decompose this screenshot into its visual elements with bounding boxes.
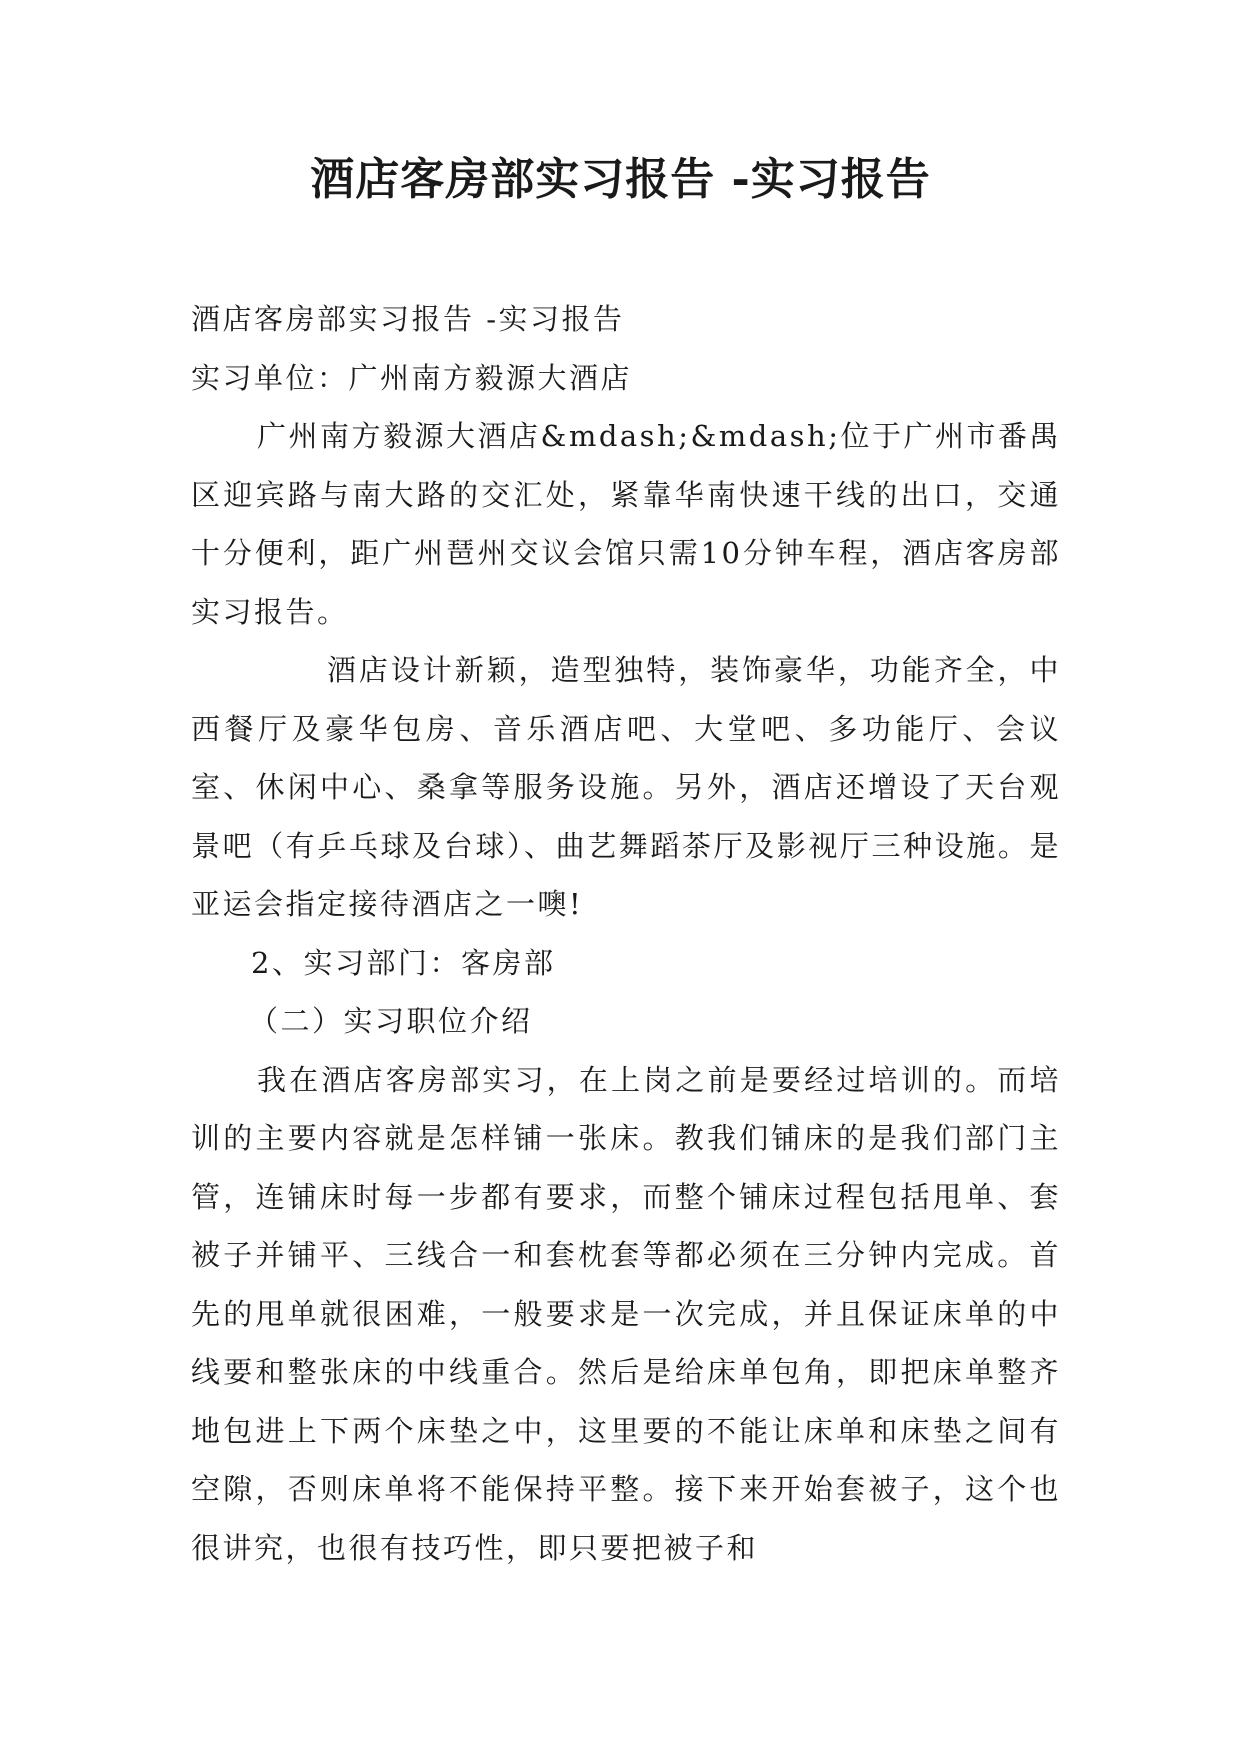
position-heading: （二）实习职位介绍 bbox=[249, 1004, 533, 1038]
paragraph-hotel-facilities: 酒店设计新颖，造型独特，装饰豪华，功能齐全，中西餐厅及豪华包房、音乐酒店吧、大堂吧、多功能厅、会议室、休闲中心、桑拿等服务设施。另外，酒店还增设了天台观景吧（有乒乓球及台球）、曲艺舞蹈茶厅及影视厅三种设施。是亚运会指定接待酒店之一噢! bbox=[191, 653, 1061, 921]
internship-department-line: 2、实习部门：客房部 bbox=[251, 945, 556, 980]
paragraph-hotel-location: 广州南方毅源大酒店&mdash;&mdash;位于广州市番禺区迎宾路与南大路的交汇处，紧靠华南快速干线的出口，交通十分便利，距广州琶州交议会馆只需10分钟车程，酒店客房部实习报告。 bbox=[191, 419, 1061, 629]
internship-unit-line: 实习单位：广州南方毅源大酒店 bbox=[191, 360, 633, 395]
subtitle-line: 酒店客房部实习报告 -实习报告 bbox=[191, 302, 625, 336]
document-title: 酒店客房部实习报告 -实习报告 bbox=[310, 154, 931, 205]
paragraph-training: 我在酒店客房部实习，在上岗之前是要经过培训的。而培训的主要内容就是怎样铺一张床。教我们铺床的是我们部门主管，连铺床时每一步都有要求，而整个铺床过程包括甩单、套被子并铺平、三线合一和套枕套等都必须在三分钟内完成。首先的甩单就很困难，一般要求是一次完成，并且保证床单的中线要和整张床的中线重合。然后是给床单包角，即把床单整齐地包进上下两个床垫之中，这里要的不能让床单和床垫之间有空隙，否则床单将不能保持平整。接下来开始套被子，这个也很讲究，也很有技巧性，即只要把被子和 bbox=[191, 1062, 1061, 1565]
document-body bbox=[191, 290, 1061, 1577]
